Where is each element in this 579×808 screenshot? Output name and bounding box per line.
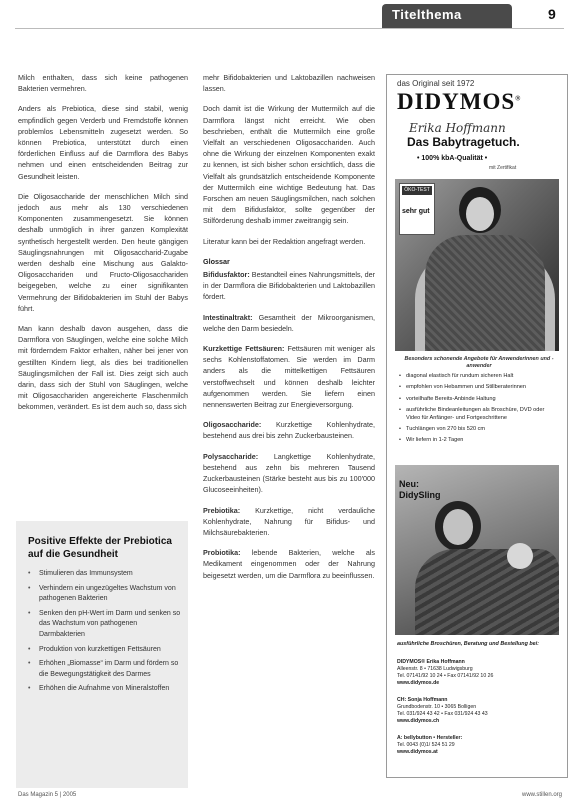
test-badge	[399, 183, 435, 235]
glossary-text: lebende Bakterien, welche als Medikament eingenommen oder der Nahrung beigesetzt werden, um die Darmflora zu beeinflussen.	[203, 548, 376, 580]
info-box-list	[26, 569, 182, 699]
mother-photo	[395, 179, 559, 351]
glossary-term: Polysaccharide:	[203, 451, 259, 461]
glossary-entry	[203, 312, 375, 334]
article-column-2	[203, 72, 375, 590]
feature-item: • ausführliche Bindeanleitungen als Broschüre, DVD oder Video für Anfänger- und Fortgeschrittene	[399, 407, 559, 422]
footer-url: www.stillen.org	[522, 792, 563, 798]
address-web: www.didymos.ch	[397, 718, 440, 724]
paragraph: Anders als Prebiotica, diese sind stabil, wenig empfindlich gegen Verderb und Fremdstoffe können problemlos Lebensmitteln zugesetzt werden. So können Prebiotica, unterstützt durch einen förderlichen Einfluss auf die Darmflora des Babys nehmen und einen entscheidenden Beitrag zur Gesundheit leisten.	[18, 104, 188, 181]
address-block	[397, 659, 561, 687]
glossary-entry	[203, 505, 375, 539]
photo-shape	[507, 543, 533, 569]
new-label: Neu:	[399, 479, 419, 489]
list-item: • Senken den pH-Wert im Darm und senken so das Wachstum von pathogenen Darmbakterien	[26, 609, 182, 641]
glossary-entry	[203, 451, 375, 496]
glossary-text: Kurzkettige, nicht verdauliche Kohlenhydrate, Nahrung für Bifidus- und Milchsäurebakterien.	[203, 505, 375, 537]
address-name: DIDYMOS® Erika Hoffmann	[397, 659, 465, 665]
ad-since: das Original seit 1972	[397, 79, 475, 88]
glossary-text: Bestandteil eines Nahrungsmittels, der in der Darmflora die Bifidobakterien und Laktobazillen fördert.	[203, 270, 375, 302]
glossary-term: Kurzkettige Fettsäuren:	[203, 344, 285, 354]
glossary-term: Oligosaccharide:	[203, 420, 262, 430]
glossary-term: Probiotika:	[203, 548, 241, 558]
address-block	[397, 735, 561, 756]
info-box-title: Positive Effekte der Prebiotica auf die Gesundheit	[28, 536, 172, 560]
feature-item: • empfohlen von Hebammen und Stillberaterinnen	[399, 384, 559, 391]
glossary-term: Bifidusfaktor:	[203, 270, 250, 280]
address-line: Tel. 07141/92 10 24 • Fax 07141/92 10 26	[397, 673, 494, 679]
glossary-term: Prebiotika:	[203, 505, 241, 515]
glossary-entry	[203, 547, 375, 581]
quality-label: • 100% kbA-Qualität •	[417, 155, 488, 162]
address-web: www.didymos.at	[397, 749, 438, 755]
address-name: A: bellybutton • Hersteller:	[397, 735, 463, 741]
footer-issue: Das Magazin 5 | 2005	[18, 792, 77, 798]
paragraph: Doch damit ist die Wirkung der Muttermilch auf die Darmflora längst nicht erreicht. Wie oben beschrieben, enthält die Muttermilch eine große Vielfalt an verschiedenen Oligosacchariden. Auch ohne die Wirkung der einzelnen Komponenten exakt zu kennen, ist sich bisher schon ersichtlich, dass die Vielfalt als grundsätzlich entscheidende Komponente der Muttermilch eine wichtige Bedeutung hat. Das Forschen am neuen Säuglingsmilchen, nach solchen mit dem Bifidusfaktor, sollte gegenüber der Stilförderung deshalb immer zweitrangig sein.	[203, 104, 375, 226]
photo-shape	[443, 509, 473, 545]
glossary-heading: Glossar	[203, 256, 230, 266]
glossary-text: Langkettige Kohlenhydrate, bestehend aus zehn bis mehreren Tausend Zuckerbausteinen (Stärke besteht aus bis zu 100'000 Glucoseeinheiten).	[203, 451, 375, 495]
new-product-name: DidySling	[399, 490, 441, 500]
page-number: 9	[548, 6, 556, 22]
badge-grade: sehr gut	[402, 208, 430, 215]
info-box	[16, 521, 188, 788]
paragraph: Milch enthalten, dass sich keine pathogenen Bakterien vermehren.	[18, 73, 188, 94]
brand-logo	[397, 89, 521, 115]
glossary-entry	[203, 419, 375, 441]
feature-item: • Wir liefern in 1-2 Tagen	[399, 437, 559, 444]
feature-list	[399, 373, 559, 449]
product-name: Das Babytragetuch.	[407, 135, 520, 149]
list-item: • Erhöhen „Biomasse“ im Darm und fördern so die Bewegungstätigkeit des Darmes	[26, 659, 182, 680]
list-item: • Stimulieren das Immunsystem	[26, 569, 182, 580]
address-block	[397, 697, 561, 725]
cert-label: mit Zertifikat	[489, 165, 517, 171]
article-column-1	[18, 72, 188, 422]
glossary-term: Intestinaltrakt:	[203, 312, 253, 322]
list-item: • Produktion von kurzkettigen Fettsäuren	[26, 645, 182, 656]
section-title: Titelthema	[392, 7, 462, 22]
address-name: CH: Sonja Hoffmann	[397, 697, 448, 703]
address-line: Alleenstr. 8 • 71638 Ludwigsburg	[397, 666, 473, 672]
feature-item: • diagonal elastisch für rundum sicheren Halt	[399, 373, 559, 380]
glossary-text: Gesamtheit der Mikroorganismen, welche den Darm besiedeln.	[203, 312, 375, 333]
registered-mark: ®	[515, 94, 522, 103]
header-rule	[15, 28, 564, 29]
address-line: Tel. 0043 (0)1/ 524 51 29	[397, 742, 455, 748]
paragraph: Man kann deshalb davon ausgehen, dass die Darmflora von Säuglingen, welche eine solche Milch mit förderndem Faktor erhalten, näher bei jener von gestillten Kindern liegt, als dies bei traditionellen Säuglingsmilchen der Fall ist. Dies zeigt sich auch darin, dass sich der Stuhl von Säuglingen, welche mit Oligosacchariden angereicherte Flaschenmilch bekommen, verändert. Es ist dem auch so, dass sich	[18, 324, 188, 412]
paragraph: mehr Bifidobakterien und Laktobazillen nachweisen lassen.	[203, 73, 375, 94]
address-line: Tel. 031/924 43 42 • Fax 031/924 43 43	[397, 711, 488, 717]
photo-shape	[415, 549, 559, 635]
glossary-entry	[203, 343, 375, 410]
brand-name: DIDYMOS	[397, 89, 516, 114]
address-line: Grundbodenstr. 10 • 3065 Bolligen	[397, 704, 477, 710]
badge-header: ÖKO-TEST	[402, 186, 432, 195]
ad-info: ausführliche Broschüren, Beratung und Bestellung bei:	[397, 641, 539, 647]
paragraph: Literatur kann bei der Redaktion angefragt werden.	[203, 236, 366, 246]
ad-caption: Besonders schonende Angebote für Anwenderinnen und -anwender	[404, 356, 554, 369]
new-product-label	[399, 479, 441, 501]
glossary-entry	[203, 269, 375, 303]
glossary-text: Kurzkettige Kohlenhydrate, bestehend aus drei bis zehn Zuckerbausteinen.	[203, 420, 375, 441]
glossary-text: Fettsäuren mit weniger als sechs Kohlenstoffatomen. Sie werden im Darm anders als die mittelkettigen Fettsäuren verstoffwechselt und können deshalb leichter aufgenommen werden. Sie liefern einen nennenswerten Beitrag zur Energieversorgung.	[203, 344, 375, 410]
feature-item: • Tuchlängen von 270 bis 520 cm	[399, 426, 559, 433]
photo-shape	[466, 197, 494, 231]
signature: Erika Hoffmann	[409, 121, 506, 135]
photo-shape	[425, 235, 545, 351]
list-item: • Verhindern ein ungezügeltes Wachstum von pathogenen Bakterien	[26, 584, 182, 605]
list-item: • Erhöhen die Aufnahme von Mineralstoffen	[26, 684, 182, 695]
address-web: www.didymos.de	[397, 680, 440, 686]
feature-item: • vorteilhafte Bereits-Anbinde Haltung	[399, 396, 559, 403]
advertisement	[386, 74, 568, 778]
paragraph: Die Oligosaccharide der menschlichen Milch sind jedoch aus mehr als 130 verschiedenen Komponenten zusammengesetzt. Sie können deshalb unmöglich in ihrer ganzen Komplexität synthetisch hergestellt werden. Den heute gängigen Säuglingsnahrungen mit Oligosaccharid-Zugabe werden deshalb eine Mischung aus Galakto-Oligosacchariden und Fructo-Oligosacchariden beigegeben, welche zu einer signifikanten Vermehrung der Bifidobakterien im Stuhl der Babys führt.	[18, 191, 188, 313]
